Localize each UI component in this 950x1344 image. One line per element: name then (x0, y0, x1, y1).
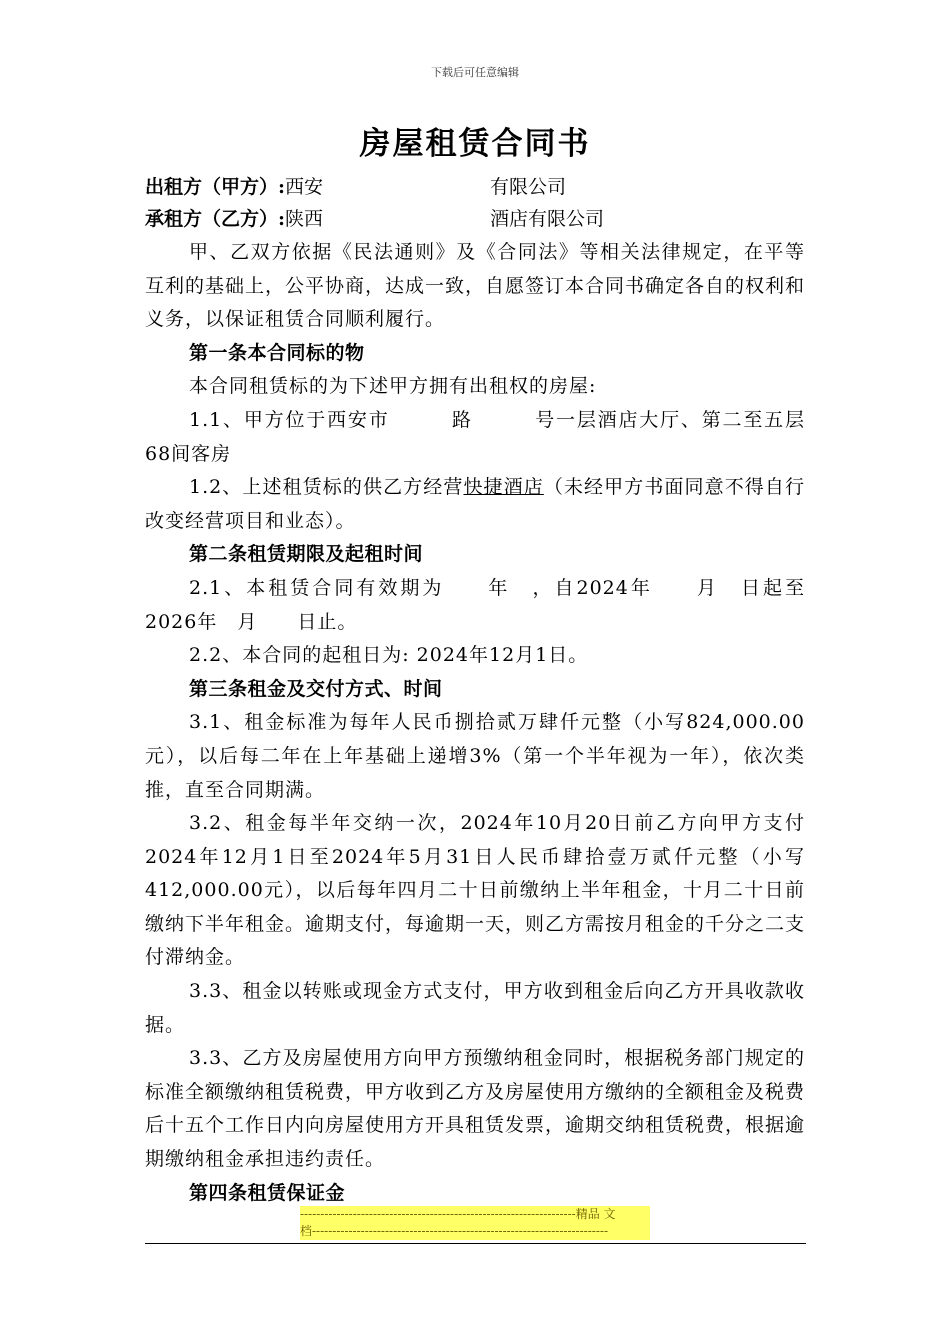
document-title: 房屋租赁合同书 (359, 126, 591, 162)
lessor-label: 出租方（甲方） (145, 176, 279, 198)
lessor-colon: : (278, 176, 286, 198)
clause-2-2: 2.2、本合同的起租日为: 2024年12月1日。 (189, 644, 589, 667)
clause-1-2 (145, 471, 805, 538)
contract-body (145, 236, 805, 1210)
business-type: 快捷酒店 (463, 476, 544, 499)
lessee-line (145, 204, 605, 234)
lessee-colon: : (278, 208, 286, 230)
lessor-suffix: 有限公司 (490, 176, 567, 198)
clause-1-2-prefix: 1.2、上述租赁标的供乙方经营 (189, 476, 464, 499)
header-note: 下载后可任意编辑 (431, 66, 519, 79)
lessor-name: 西安 (285, 176, 324, 198)
footer-line-1: --------------------------------------------------------------------精品 文 (300, 1207, 616, 1221)
clause-3-3b: 3.3、乙方及房屋使用方向甲方预缴纳租金同时，根据税务部门规定的标准全额缴纳租赁税费，甲方收到乙方及房屋使用方缴纳的全额租金及税费后十五个工作日内向房屋使用方开具租赁发票，逾期交纳租赁税费，根据逾期缴纳租金承担违约责任。 (145, 1047, 806, 1171)
article-3-heading: 第三条租金及交付方式、时间 (189, 677, 443, 700)
clause-3-2: 3.2、租金每半年交纳一次，2024年10月20日前乙方向甲方支付2024年12月1日至2024年5月31日人民币肆拾壹万贰仟元整（小写412,000.00元），以后每年四月二十日前缴纳上半年租金，十月二十日前缴纳下半年租金。逾期支付，每逾期一天，则乙方需按月租金的千分之二支付滞纳金。 (145, 812, 806, 969)
footer-highlight (300, 1206, 650, 1240)
article-2-heading: 第二条租赁期限及起租时间 (189, 543, 424, 566)
footer-rule (145, 1243, 806, 1244)
clause-2-1: 2.1、本租赁合同有效期为 年 ，自2024年 月 日起至2026年 月 日止。 (145, 576, 805, 633)
clause-3-1: 3.1、租金标准为每年人民币捌拾贰万肆仟元整（小写824,000.00元），以后每二年在上年基础上递增3%（第一个半年视为一年），依次类推，直至合同期满。 (145, 711, 805, 801)
lessee-suffix: 酒店有限公司 (490, 208, 605, 230)
article-1-paragraph: 本合同租赁标的为下述甲方拥有出租权的房屋: (189, 375, 597, 398)
intro-paragraph: 甲、乙双方依据《民法通则》及《合同法》等相关法律规定，在平等互利的基础上，公平协商，达成一致，自愿签订本合同书确定各自的权利和义务，以保证租赁合同顺利履行。 (145, 241, 806, 331)
clause-1-2-suffix: （未经甲方书面同意不得自行改变经营项目和业态）。 (145, 476, 805, 532)
clause-3-3a: 3.3、租金以转账或现金方式支付，甲方收到租金后向乙方开具收款收据。 (145, 980, 805, 1036)
clause-1-1: 1.1、甲方位于西安市 路 号一层酒店大厅、第二至五层68间客房 (145, 408, 805, 465)
article-4-heading: 第四条租赁保证金 (189, 1181, 346, 1204)
lessee-name: 陕西 (285, 208, 324, 230)
footer-line-2: 档------------------------------------------------------------------------- (300, 1224, 608, 1238)
article-1-heading: 第一条本合同标的物 (189, 341, 365, 364)
lessor-line (145, 172, 567, 202)
lessee-label: 承租方（乙方） (145, 208, 279, 230)
